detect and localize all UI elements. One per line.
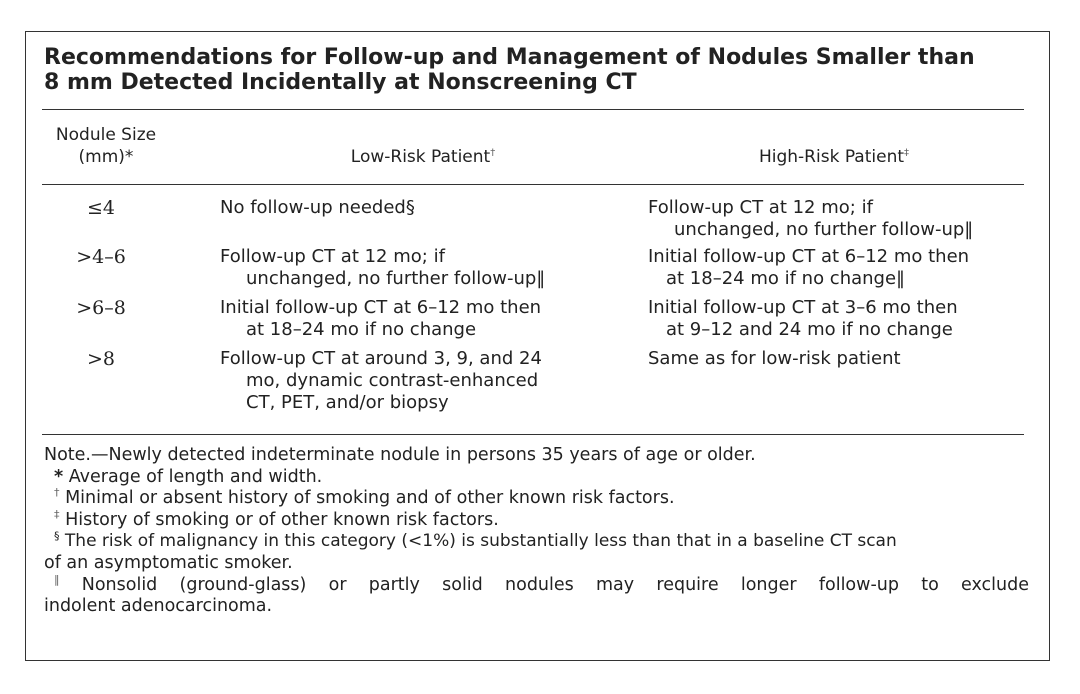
row-3-high-risk — [648, 297, 1028, 341]
row-2-low-line-1: Follow-up CT at 12 mo; if — [220, 246, 445, 267]
row-3-low-line-2: at 18–24 mo if no change — [246, 319, 477, 340]
row-1-low-line-1: No follow-up needed§ — [220, 197, 415, 218]
row-1-high-line-1: Follow-up CT at 12 mo; if — [648, 197, 873, 218]
footnote-section-mark: § — [54, 529, 60, 543]
footnote-double-dagger — [44, 507, 1029, 532]
column-header-high-risk-mark: ‡ — [904, 147, 910, 159]
row-1-size: ≤4 — [86, 197, 115, 219]
title-rule — [42, 109, 1024, 110]
row-4-low-line-1: Follow-up CT at around 3, 9, and 24 — [220, 348, 542, 369]
row-4-low-risk — [220, 348, 630, 414]
row-4-low-line-2: mo, dynamic contrast-enhanced — [246, 370, 539, 391]
column-header-low-risk — [218, 146, 628, 168]
title-line-1: Recommendations for Follow-up and Management of Nodules Smaller than — [44, 45, 975, 70]
footnote-parallel — [44, 572, 1029, 597]
column-header-low-risk-label: Low-Risk Patient — [350, 147, 491, 167]
row-2-high-risk — [648, 246, 1028, 290]
row-3-high-line-2: at 9–12 and 24 mo if no change — [666, 319, 953, 340]
footnote-dagger — [44, 488, 1029, 510]
row-2-low-line-2: unchanged, no further follow-up‖ — [246, 268, 546, 289]
column-header-low-risk-mark: † — [490, 147, 496, 159]
footnote-double-dagger-mark: ‡ — [54, 507, 60, 521]
row-3-low-risk — [220, 297, 630, 341]
row-3-size: >6–8 — [76, 297, 126, 319]
footnote-section — [44, 531, 1029, 553]
row-4-high-line-1: Same as for low-risk patient — [648, 348, 901, 369]
header-rule — [42, 184, 1024, 185]
row-3-low-line-1: Initial follow-up CT at 6–12 mo then — [220, 297, 542, 318]
footnote-parallel-continued: indolent adenocarcinoma. — [44, 596, 273, 617]
footnote-section-continued: of an asymptomatic smoker. — [44, 552, 293, 573]
title-line-2: 8 mm Detected Incidentally at Nonscreening CT — [44, 70, 637, 95]
column-header-high-risk-label: High-Risk Patient — [758, 147, 905, 167]
row-1-low-risk — [220, 197, 630, 219]
row-4-low-line-3: CT, PET, and/or biopsy — [246, 392, 449, 413]
row-4-size: >8 — [86, 348, 115, 370]
column-header-nodule-size — [42, 124, 170, 168]
row-2-low-risk — [220, 246, 630, 290]
row-1-high-line-2: unchanged, no further follow-up‖ — [674, 219, 974, 240]
footnote-star — [44, 467, 1029, 489]
row-4-high-risk — [648, 348, 1028, 370]
row-2-high-line-1: Initial follow-up CT at 6–12 mo then — [648, 246, 970, 267]
footnote-dagger-mark: † — [54, 486, 60, 500]
column-header-size-line-2: (mm)* — [78, 147, 134, 167]
footnote-double-dagger-text: History of smoking or of other known risk factors. — [65, 509, 499, 530]
row-3-high-line-1: Initial follow-up CT at 3–6 mo then — [648, 297, 958, 318]
row-2-high-line-2: at 18–24 mo if no change‖ — [666, 268, 906, 289]
row-1-high-risk — [648, 197, 1028, 241]
table-title — [44, 45, 1034, 95]
body-rule — [42, 434, 1024, 435]
row-2-size: >4–6 — [76, 246, 126, 268]
footnote-section-text-1: The risk of malignancy in this category (<1%) is substantially less than that in a baseline CT scan — [64, 531, 897, 552]
footnote-star-text: Average of length and width. — [68, 466, 323, 487]
column-header-high-risk — [648, 146, 1020, 168]
footnote-star-mark: * — [54, 466, 64, 487]
footnote-parallel-mark: ‖ — [54, 572, 60, 586]
table-notes — [44, 445, 1029, 618]
note-line: Note.—Newly detected indeterminate nodule in persons 35 years of age or older. — [44, 445, 756, 465]
footnote-parallel-text-1: Nonsolid (ground-glass) or partly solid nodules may require longer follow-up to exclude — [81, 574, 1029, 595]
footnote-dagger-text: Minimal or absent history of smoking and of other known risk factors. — [65, 488, 675, 509]
column-header-size-line-1: Nodule Size — [55, 125, 157, 145]
